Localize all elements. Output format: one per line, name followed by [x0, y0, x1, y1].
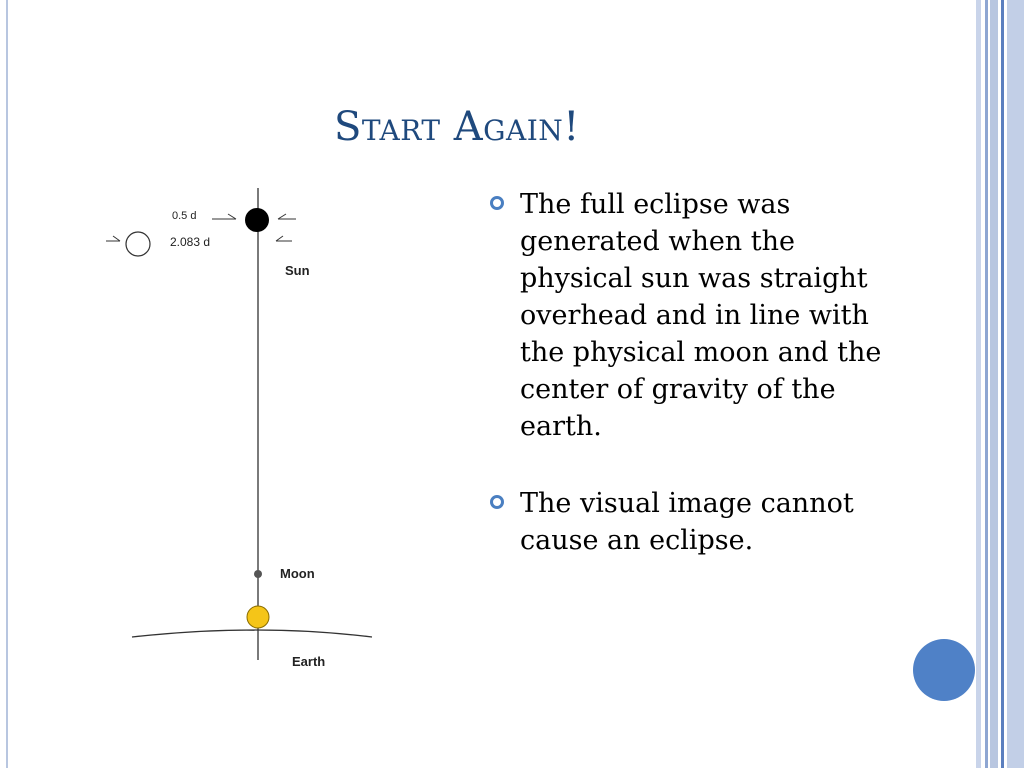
- bullet-text: The visual image cannot cause an eclipse.: [520, 488, 854, 556]
- bullet-text: The full eclipse was generated when the physical sun was straight overhead and in line with the physical moon and the center of gravity of the earth.: [520, 189, 882, 442]
- arrow-head: [276, 236, 283, 241]
- bullet-item: [490, 186, 890, 445]
- bullet-list: [490, 186, 890, 599]
- bullet-ring-icon: [490, 495, 504, 509]
- physical-sun-disc: [245, 208, 269, 232]
- earth-label: Earth: [292, 654, 326, 669]
- stripe: [990, 0, 998, 768]
- right-border-stripes: [976, 0, 1024, 768]
- eclipse-diagram-svg: [100, 185, 390, 675]
- moon-label: Moon: [280, 566, 315, 581]
- arrow-head: [278, 214, 286, 219]
- bullet-ring-icon: [490, 196, 504, 210]
- stripe: [976, 0, 981, 768]
- sun-label: Sun: [285, 263, 310, 278]
- visual-moon-disc: [126, 232, 150, 256]
- moon-dot: [254, 570, 262, 578]
- bullet-item: [490, 485, 890, 559]
- stripe: [1001, 0, 1004, 768]
- moon-diameter-label: 2.083 d: [170, 235, 211, 249]
- earth-horizon-curve: [132, 630, 372, 637]
- earth-viewer-disc: [247, 606, 269, 628]
- left-border-rule: [6, 0, 8, 768]
- slide-title: Start Again!: [334, 104, 580, 150]
- stripe: [985, 0, 988, 768]
- arrow-head: [228, 214, 236, 219]
- sun-diameter-label: 0.5 d: [172, 210, 197, 222]
- eclipse-diagram: [100, 185, 390, 675]
- stripe: [1007, 0, 1024, 768]
- slide-nav-circle-button[interactable]: [913, 639, 975, 701]
- arrow-head: [113, 236, 120, 241]
